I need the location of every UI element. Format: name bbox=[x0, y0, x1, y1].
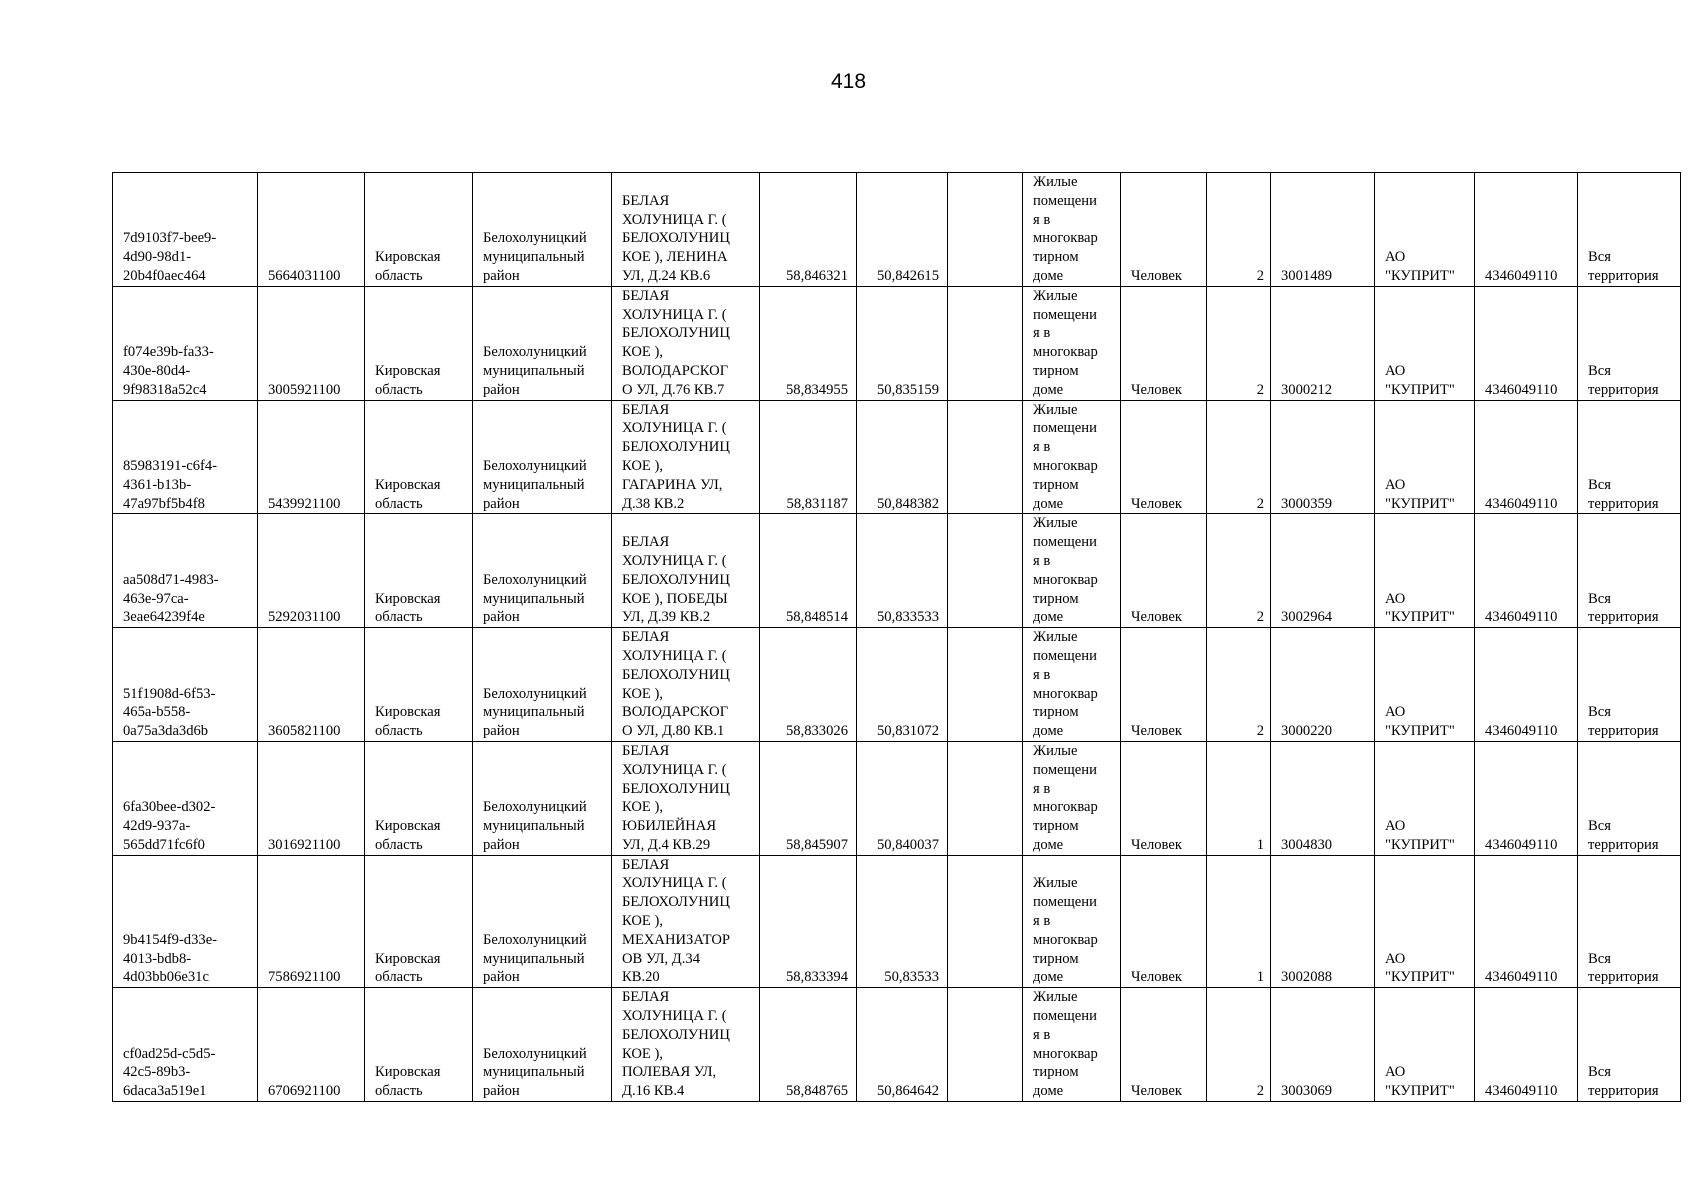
territory-cell: Вся территория bbox=[1578, 400, 1681, 514]
code-cell: 3005921100 bbox=[258, 286, 365, 400]
latitude-cell: 58,846321 bbox=[760, 173, 857, 287]
account-cell: 3004830 bbox=[1271, 741, 1375, 855]
address-cell: БЕЛАЯ ХОЛУНИЦА Г. ( БЕЛОХОЛУНИЦ КОЕ ), ПОЛЕВАЯ УЛ, Д.16 КВ.4 bbox=[612, 988, 760, 1102]
table-body bbox=[113, 173, 1681, 1102]
unit-cell: Человек bbox=[1121, 628, 1207, 742]
count-cell: 1 bbox=[1207, 855, 1271, 988]
unit-cell: Человек bbox=[1121, 286, 1207, 400]
empty-cell bbox=[948, 286, 1023, 400]
object-id-cell: 7d9103f7-bee9- 4d90-98d1- 20b4f0aec464 bbox=[113, 173, 258, 287]
longitude-cell: 50,848382 bbox=[857, 400, 948, 514]
empty-cell bbox=[948, 173, 1023, 287]
code-cell: 7586921100 bbox=[258, 855, 365, 988]
organization-cell: АО "КУПРИТ" bbox=[1375, 988, 1475, 1102]
account-cell: 3000220 bbox=[1271, 628, 1375, 742]
inn-cell: 4346049110 bbox=[1475, 741, 1578, 855]
empty-cell bbox=[948, 741, 1023, 855]
unit-cell: Человек bbox=[1121, 988, 1207, 1102]
premises-type-cell: Жилые помещени я в многоквар тирном доме bbox=[1023, 988, 1121, 1102]
count-cell: 2 bbox=[1207, 988, 1271, 1102]
territory-cell: Вся территория bbox=[1578, 173, 1681, 287]
district-cell: Белохолуницкий муниципальный район bbox=[473, 514, 612, 628]
object-id-cell: 9b4154f9-d33e- 4013-bdb8- 4d03bb06e31c bbox=[113, 855, 258, 988]
latitude-cell: 58,845907 bbox=[760, 741, 857, 855]
region-cell: Кировская область bbox=[365, 628, 473, 742]
inn-cell: 4346049110 bbox=[1475, 988, 1578, 1102]
organization-cell: АО "КУПРИТ" bbox=[1375, 741, 1475, 855]
region-cell: Кировская область bbox=[365, 400, 473, 514]
inn-cell: 4346049110 bbox=[1475, 400, 1578, 514]
empty-cell bbox=[948, 988, 1023, 1102]
page-number: 418 bbox=[830, 70, 867, 93]
object-id-cell: 85983191-c6f4- 4361-b13b- 47a97bf5b4f8 bbox=[113, 400, 258, 514]
region-cell: Кировская область bbox=[365, 988, 473, 1102]
code-cell: 3016921100 bbox=[258, 741, 365, 855]
premises-type-cell: Жилые помещени я в многоквар тирном доме bbox=[1023, 628, 1121, 742]
unit-cell: Человек bbox=[1121, 173, 1207, 287]
code-cell: 5664031100 bbox=[258, 173, 365, 287]
inn-cell: 4346049110 bbox=[1475, 514, 1578, 628]
account-cell: 3000359 bbox=[1271, 400, 1375, 514]
address-cell: БЕЛАЯ ХОЛУНИЦА Г. ( БЕЛОХОЛУНИЦ КОЕ ), ПОБЕДЫ УЛ, Д.39 КВ.2 bbox=[612, 514, 760, 628]
registry-table bbox=[112, 172, 1681, 1102]
district-cell: Белохолуницкий муниципальный район bbox=[473, 400, 612, 514]
region-cell: Кировская область bbox=[365, 173, 473, 287]
empty-cell bbox=[948, 514, 1023, 628]
latitude-cell: 58,848765 bbox=[760, 988, 857, 1102]
inn-cell: 4346049110 bbox=[1475, 286, 1578, 400]
object-id-cell: 51f1908d-6f53- 465a-b558- 0a75a3da3d6b bbox=[113, 628, 258, 742]
account-cell: 3001489 bbox=[1271, 173, 1375, 287]
address-cell: БЕЛАЯ ХОЛУНИЦА Г. ( БЕЛОХОЛУНИЦ КОЕ ), МЕХАНИЗАТОР ОВ УЛ, Д.34 КВ.20 bbox=[612, 855, 760, 988]
longitude-cell: 50,842615 bbox=[857, 173, 948, 287]
latitude-cell: 58,833394 bbox=[760, 855, 857, 988]
account-cell: 3002088 bbox=[1271, 855, 1375, 988]
district-cell: Белохолуницкий муниципальный район bbox=[473, 286, 612, 400]
count-cell: 2 bbox=[1207, 400, 1271, 514]
object-id-cell: aa508d71-4983- 463e-97ca- 3eae64239f4e bbox=[113, 514, 258, 628]
address-cell: БЕЛАЯ ХОЛУНИЦА Г. ( БЕЛОХОЛУНИЦ КОЕ ), ЮБИЛЕЙНАЯ УЛ, Д.4 КВ.29 bbox=[612, 741, 760, 855]
empty-cell bbox=[948, 400, 1023, 514]
address-cell: БЕЛАЯ ХОЛУНИЦА Г. ( БЕЛОХОЛУНИЦ КОЕ ), ГАГАРИНА УЛ, Д.38 КВ.2 bbox=[612, 400, 760, 514]
territory-cell: Вся территория bbox=[1578, 286, 1681, 400]
count-cell: 2 bbox=[1207, 628, 1271, 742]
count-cell: 2 bbox=[1207, 514, 1271, 628]
inn-cell: 4346049110 bbox=[1475, 855, 1578, 988]
organization-cell: АО "КУПРИТ" bbox=[1375, 628, 1475, 742]
organization-cell: АО "КУПРИТ" bbox=[1375, 173, 1475, 287]
district-cell: Белохолуницкий муниципальный район bbox=[473, 173, 612, 287]
object-id-cell: f074e39b-fa33- 430e-80d4- 9f98318a52c4 bbox=[113, 286, 258, 400]
address-cell: БЕЛАЯ ХОЛУНИЦА Г. ( БЕЛОХОЛУНИЦ КОЕ ), ВОЛОДАРСКОГ О УЛ, Д.76 КВ.7 bbox=[612, 286, 760, 400]
count-cell: 1 bbox=[1207, 741, 1271, 855]
territory-cell: Вся территория bbox=[1578, 514, 1681, 628]
unit-cell: Человек bbox=[1121, 400, 1207, 514]
count-cell: 2 bbox=[1207, 286, 1271, 400]
territory-cell: Вся территория bbox=[1578, 988, 1681, 1102]
organization-cell: АО "КУПРИТ" bbox=[1375, 514, 1475, 628]
object-id-cell: 6fa30bee-d302- 42d9-937a- 565dd71fc6f0 bbox=[113, 741, 258, 855]
organization-cell: АО "КУПРИТ" bbox=[1375, 855, 1475, 988]
account-cell: 3003069 bbox=[1271, 988, 1375, 1102]
table-row bbox=[113, 855, 1681, 988]
table-row bbox=[113, 286, 1681, 400]
latitude-cell: 58,848514 bbox=[760, 514, 857, 628]
premises-type-cell: Жилые помещени я в многоквар тирном доме bbox=[1023, 286, 1121, 400]
code-cell: 3605821100 bbox=[258, 628, 365, 742]
table-row bbox=[113, 514, 1681, 628]
code-cell: 5292031100 bbox=[258, 514, 365, 628]
latitude-cell: 58,831187 bbox=[760, 400, 857, 514]
district-cell: Белохолуницкий муниципальный район bbox=[473, 741, 612, 855]
longitude-cell: 50,864642 bbox=[857, 988, 948, 1102]
table-row bbox=[113, 741, 1681, 855]
longitude-cell: 50,840037 bbox=[857, 741, 948, 855]
district-cell: Белохолуницкий муниципальный район bbox=[473, 988, 612, 1102]
district-cell: Белохолуницкий муниципальный район bbox=[473, 628, 612, 742]
territory-cell: Вся территория bbox=[1578, 741, 1681, 855]
table-row bbox=[113, 400, 1681, 514]
region-cell: Кировская область bbox=[365, 514, 473, 628]
latitude-cell: 58,834955 bbox=[760, 286, 857, 400]
object-id-cell: cf0ad25d-c5d5- 42c5-89b3- 6daca3a519e1 bbox=[113, 988, 258, 1102]
table-row bbox=[113, 988, 1681, 1102]
latitude-cell: 58,833026 bbox=[760, 628, 857, 742]
empty-cell bbox=[948, 855, 1023, 988]
premises-type-cell: Жилые помещени я в многоквар тирном доме bbox=[1023, 400, 1121, 514]
inn-cell: 4346049110 bbox=[1475, 628, 1578, 742]
code-cell: 6706921100 bbox=[258, 988, 365, 1102]
premises-type-cell: Жилые помещени я в многоквар тирном доме bbox=[1023, 855, 1121, 988]
region-cell: Кировская область bbox=[365, 286, 473, 400]
premises-type-cell: Жилые помещени я в многоквар тирном доме bbox=[1023, 514, 1121, 628]
longitude-cell: 50,833533 bbox=[857, 514, 948, 628]
unit-cell: Человек bbox=[1121, 741, 1207, 855]
longitude-cell: 50,831072 bbox=[857, 628, 948, 742]
premises-type-cell: Жилые помещени я в многоквар тирном доме bbox=[1023, 741, 1121, 855]
unit-cell: Человек bbox=[1121, 514, 1207, 628]
account-cell: 3002964 bbox=[1271, 514, 1375, 628]
organization-cell: АО "КУПРИТ" bbox=[1375, 400, 1475, 514]
empty-cell bbox=[948, 628, 1023, 742]
code-cell: 5439921100 bbox=[258, 400, 365, 514]
inn-cell: 4346049110 bbox=[1475, 173, 1578, 287]
premises-type-cell: Жилые помещени я в многоквар тирном доме bbox=[1023, 173, 1121, 287]
unit-cell: Человек bbox=[1121, 855, 1207, 988]
address-cell: БЕЛАЯ ХОЛУНИЦА Г. ( БЕЛОХОЛУНИЦ КОЕ ), ЛЕНИНА УЛ, Д.24 КВ.6 bbox=[612, 173, 760, 287]
account-cell: 3000212 bbox=[1271, 286, 1375, 400]
territory-cell: Вся территория bbox=[1578, 855, 1681, 988]
count-cell: 2 bbox=[1207, 173, 1271, 287]
region-cell: Кировская область bbox=[365, 855, 473, 988]
longitude-cell: 50,835159 bbox=[857, 286, 948, 400]
table-row bbox=[113, 173, 1681, 287]
longitude-cell: 50,83533 bbox=[857, 855, 948, 988]
table-row bbox=[113, 628, 1681, 742]
territory-cell: Вся территория bbox=[1578, 628, 1681, 742]
organization-cell: АО "КУПРИТ" bbox=[1375, 286, 1475, 400]
address-cell: БЕЛАЯ ХОЛУНИЦА Г. ( БЕЛОХОЛУНИЦ КОЕ ), ВОЛОДАРСКОГ О УЛ, Д.80 КВ.1 bbox=[612, 628, 760, 742]
region-cell: Кировская область bbox=[365, 741, 473, 855]
district-cell: Белохолуницкий муниципальный район bbox=[473, 855, 612, 988]
